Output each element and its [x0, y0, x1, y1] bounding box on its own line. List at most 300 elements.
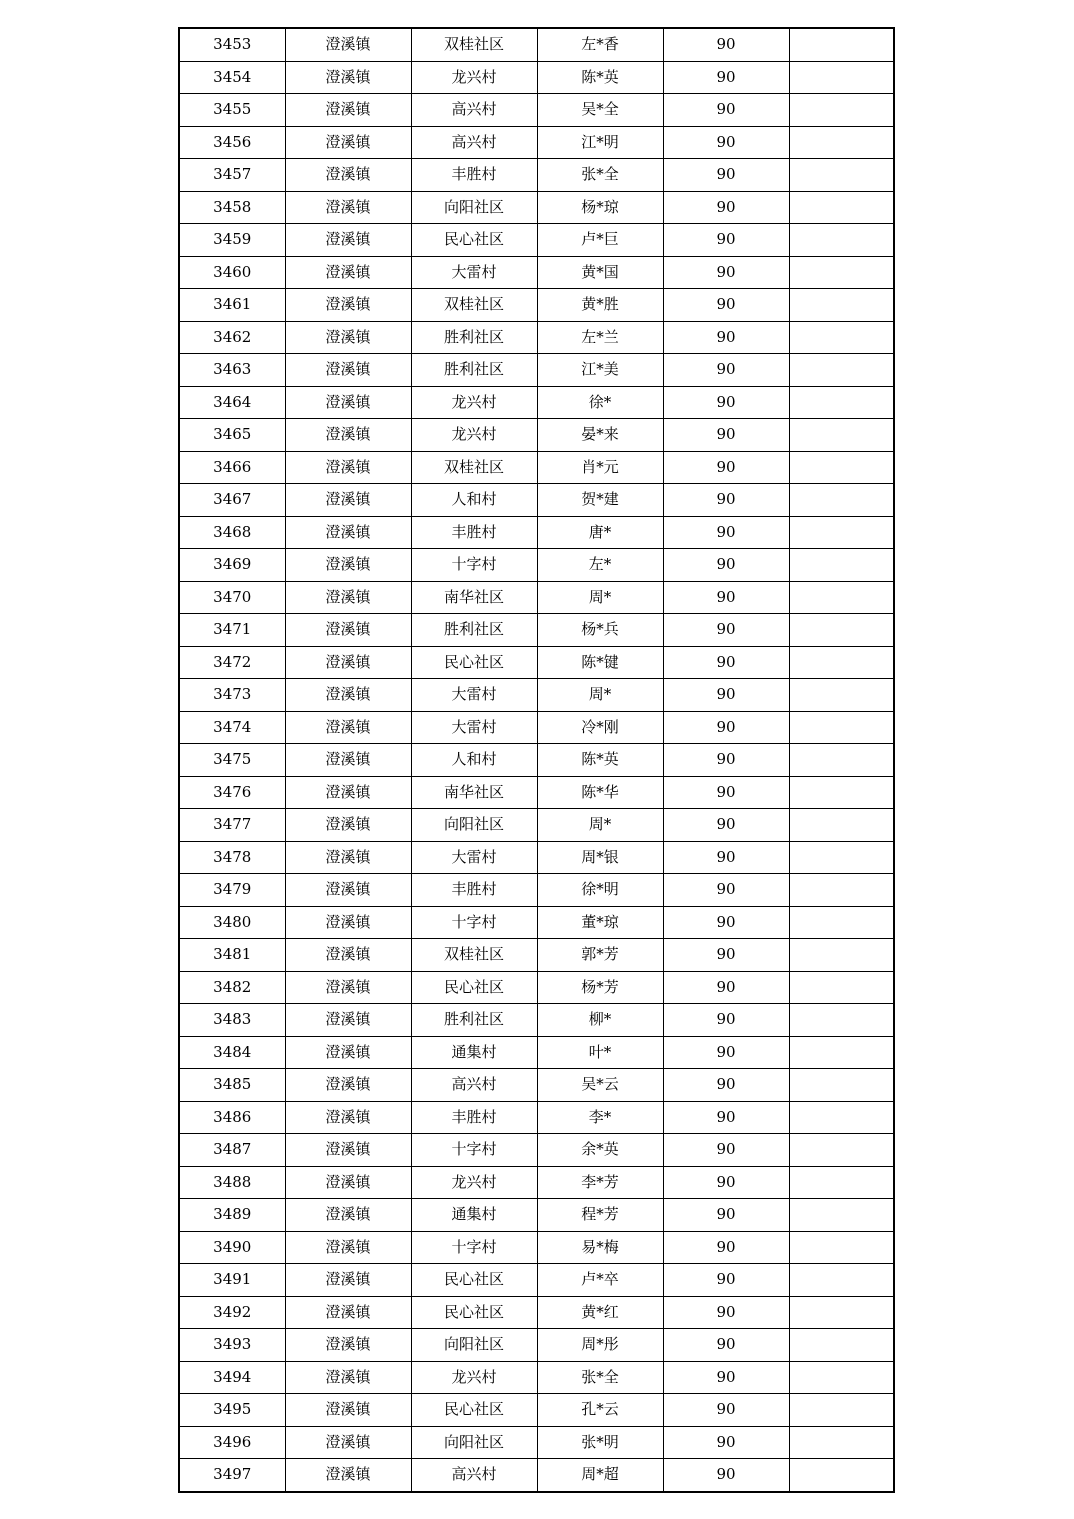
table-row	[179, 776, 894, 809]
table-row	[179, 1101, 894, 1134]
remark-cell	[789, 776, 894, 809]
seq-cell: 3466	[179, 451, 285, 484]
table-row	[179, 289, 894, 322]
village-cell: 向阳社区	[411, 1329, 537, 1362]
town-cell: 澄溪镇	[285, 614, 411, 647]
table-row	[179, 484, 894, 517]
score-cell: 90	[663, 679, 789, 712]
town-cell: 澄溪镇	[285, 581, 411, 614]
village-cell: 通集村	[411, 1199, 537, 1232]
table-row	[179, 1361, 894, 1394]
score-cell: 90	[663, 1426, 789, 1459]
village-cell: 双桂社区	[411, 28, 537, 61]
village-cell: 向阳社区	[411, 191, 537, 224]
score-cell: 90	[663, 191, 789, 224]
village-cell: 双桂社区	[411, 289, 537, 322]
name-cell: 周*	[537, 679, 663, 712]
table-row	[179, 1199, 894, 1232]
seq-cell: 3491	[179, 1264, 285, 1297]
village-cell: 双桂社区	[411, 451, 537, 484]
remark-cell	[789, 1231, 894, 1264]
table-row	[179, 1296, 894, 1329]
score-cell: 90	[663, 1004, 789, 1037]
town-cell: 澄溪镇	[285, 224, 411, 257]
seq-cell: 3496	[179, 1426, 285, 1459]
village-cell: 通集村	[411, 1036, 537, 1069]
village-cell: 人和村	[411, 484, 537, 517]
town-cell: 澄溪镇	[285, 1264, 411, 1297]
seq-cell: 3495	[179, 1394, 285, 1427]
name-cell: 杨*兵	[537, 614, 663, 647]
village-cell: 向阳社区	[411, 1426, 537, 1459]
score-cell: 90	[663, 809, 789, 842]
score-cell: 90	[663, 419, 789, 452]
remark-cell	[789, 516, 894, 549]
remark-cell	[789, 1361, 894, 1394]
town-cell: 澄溪镇	[285, 61, 411, 94]
score-cell: 90	[663, 386, 789, 419]
table-row	[179, 354, 894, 387]
remark-cell	[789, 549, 894, 582]
table-row	[179, 1166, 894, 1199]
seq-cell: 3479	[179, 874, 285, 907]
name-cell: 冷*刚	[537, 711, 663, 744]
village-cell: 丰胜村	[411, 874, 537, 907]
name-cell: 陈*华	[537, 776, 663, 809]
village-cell: 胜利社区	[411, 1004, 537, 1037]
name-cell: 徐*明	[537, 874, 663, 907]
remark-cell	[789, 679, 894, 712]
remark-cell	[789, 841, 894, 874]
remark-cell	[789, 386, 894, 419]
town-cell: 澄溪镇	[285, 451, 411, 484]
name-cell: 黄*胜	[537, 289, 663, 322]
remark-cell	[789, 94, 894, 127]
village-cell: 十字村	[411, 1231, 537, 1264]
remark-cell	[789, 1264, 894, 1297]
town-cell: 澄溪镇	[285, 1004, 411, 1037]
name-cell: 卢*卒	[537, 1264, 663, 1297]
remark-cell	[789, 1069, 894, 1102]
village-cell: 十字村	[411, 906, 537, 939]
seq-cell: 3485	[179, 1069, 285, 1102]
name-cell: 程*芳	[537, 1199, 663, 1232]
remark-cell	[789, 1426, 894, 1459]
table-row	[179, 1459, 894, 1492]
remark-cell	[789, 1329, 894, 1362]
town-cell: 澄溪镇	[285, 256, 411, 289]
score-cell: 90	[663, 1394, 789, 1427]
village-cell: 十字村	[411, 549, 537, 582]
town-cell: 澄溪镇	[285, 646, 411, 679]
score-cell: 90	[663, 1199, 789, 1232]
town-cell: 澄溪镇	[285, 484, 411, 517]
seq-cell: 3493	[179, 1329, 285, 1362]
town-cell: 澄溪镇	[285, 386, 411, 419]
village-cell: 胜利社区	[411, 354, 537, 387]
town-cell: 澄溪镇	[285, 776, 411, 809]
seq-cell: 3463	[179, 354, 285, 387]
village-cell: 龙兴村	[411, 1166, 537, 1199]
name-cell: 柳*	[537, 1004, 663, 1037]
score-cell: 90	[663, 874, 789, 907]
seq-cell: 3459	[179, 224, 285, 257]
remark-cell	[789, 289, 894, 322]
name-cell: 黄*红	[537, 1296, 663, 1329]
name-cell: 周*银	[537, 841, 663, 874]
seq-cell: 3460	[179, 256, 285, 289]
table-row	[179, 646, 894, 679]
village-cell: 龙兴村	[411, 386, 537, 419]
score-cell: 90	[663, 841, 789, 874]
seq-cell: 3492	[179, 1296, 285, 1329]
village-cell: 高兴村	[411, 1069, 537, 1102]
name-cell: 吴*云	[537, 1069, 663, 1102]
score-cell: 90	[663, 646, 789, 679]
score-cell: 90	[663, 321, 789, 354]
remark-cell	[789, 1459, 894, 1492]
seq-cell: 3478	[179, 841, 285, 874]
village-cell: 民心社区	[411, 1264, 537, 1297]
table-row	[179, 28, 894, 61]
name-cell: 周*	[537, 581, 663, 614]
town-cell: 澄溪镇	[285, 1296, 411, 1329]
town-cell: 澄溪镇	[285, 1426, 411, 1459]
remark-cell	[789, 646, 894, 679]
remark-cell	[789, 451, 894, 484]
town-cell: 澄溪镇	[285, 1459, 411, 1492]
village-cell: 人和村	[411, 744, 537, 777]
table-row	[179, 581, 894, 614]
village-cell: 民心社区	[411, 1394, 537, 1427]
name-cell: 周*彤	[537, 1329, 663, 1362]
table-row	[179, 224, 894, 257]
town-cell: 澄溪镇	[285, 321, 411, 354]
village-cell: 大雷村	[411, 679, 537, 712]
seq-cell: 3461	[179, 289, 285, 322]
seq-cell: 3467	[179, 484, 285, 517]
score-cell: 90	[663, 1459, 789, 1492]
name-cell: 郭*芳	[537, 939, 663, 972]
score-cell: 90	[663, 614, 789, 647]
seq-cell: 3488	[179, 1166, 285, 1199]
table-row	[179, 549, 894, 582]
score-cell: 90	[663, 549, 789, 582]
name-cell: 贺*建	[537, 484, 663, 517]
town-cell: 澄溪镇	[285, 906, 411, 939]
town-cell: 澄溪镇	[285, 94, 411, 127]
village-cell: 南华社区	[411, 581, 537, 614]
remark-cell	[789, 744, 894, 777]
score-cell: 90	[663, 1264, 789, 1297]
town-cell: 澄溪镇	[285, 354, 411, 387]
seq-cell: 3490	[179, 1231, 285, 1264]
remark-cell	[789, 1036, 894, 1069]
seq-cell: 3486	[179, 1101, 285, 1134]
town-cell: 澄溪镇	[285, 711, 411, 744]
score-cell: 90	[663, 776, 789, 809]
score-cell: 90	[663, 1329, 789, 1362]
table-row	[179, 386, 894, 419]
seq-cell: 3458	[179, 191, 285, 224]
score-cell: 90	[663, 1101, 789, 1134]
remark-cell	[789, 1134, 894, 1167]
table-row	[179, 841, 894, 874]
score-cell: 90	[663, 516, 789, 549]
town-cell: 澄溪镇	[285, 1101, 411, 1134]
remark-cell	[789, 1101, 894, 1134]
remark-cell	[789, 159, 894, 192]
village-cell: 大雷村	[411, 256, 537, 289]
table-row	[179, 94, 894, 127]
name-cell: 叶*	[537, 1036, 663, 1069]
score-cell: 90	[663, 28, 789, 61]
table-row	[179, 679, 894, 712]
table-row	[179, 906, 894, 939]
village-cell: 丰胜村	[411, 159, 537, 192]
score-cell: 90	[663, 971, 789, 1004]
seq-cell: 3455	[179, 94, 285, 127]
name-cell: 吴*全	[537, 94, 663, 127]
village-cell: 民心社区	[411, 224, 537, 257]
town-cell: 澄溪镇	[285, 1394, 411, 1427]
name-cell: 张*明	[537, 1426, 663, 1459]
table-row	[179, 159, 894, 192]
name-cell: 李*	[537, 1101, 663, 1134]
town-cell: 澄溪镇	[285, 939, 411, 972]
score-cell: 90	[663, 61, 789, 94]
seq-cell: 3475	[179, 744, 285, 777]
village-cell: 向阳社区	[411, 809, 537, 842]
town-cell: 澄溪镇	[285, 971, 411, 1004]
town-cell: 澄溪镇	[285, 841, 411, 874]
name-cell: 江*明	[537, 126, 663, 159]
town-cell: 澄溪镇	[285, 28, 411, 61]
table-row	[179, 1426, 894, 1459]
remark-cell	[789, 939, 894, 972]
score-cell: 90	[663, 939, 789, 972]
remark-cell	[789, 321, 894, 354]
table-row	[179, 419, 894, 452]
village-cell: 胜利社区	[411, 321, 537, 354]
town-cell: 澄溪镇	[285, 516, 411, 549]
table-row	[179, 516, 894, 549]
village-cell: 丰胜村	[411, 1101, 537, 1134]
score-cell: 90	[663, 1036, 789, 1069]
town-cell: 澄溪镇	[285, 809, 411, 842]
remark-cell	[789, 581, 894, 614]
table-row	[179, 1264, 894, 1297]
table-row	[179, 1394, 894, 1427]
name-cell: 周*	[537, 809, 663, 842]
score-cell: 90	[663, 159, 789, 192]
remark-cell	[789, 971, 894, 1004]
village-cell: 高兴村	[411, 126, 537, 159]
score-cell: 90	[663, 354, 789, 387]
town-cell: 澄溪镇	[285, 419, 411, 452]
seq-cell: 3465	[179, 419, 285, 452]
seq-cell: 3469	[179, 549, 285, 582]
town-cell: 澄溪镇	[285, 1329, 411, 1362]
name-cell: 肖*元	[537, 451, 663, 484]
score-cell: 90	[663, 744, 789, 777]
seq-cell: 3462	[179, 321, 285, 354]
town-cell: 澄溪镇	[285, 1036, 411, 1069]
seq-cell: 3456	[179, 126, 285, 159]
town-cell: 澄溪镇	[285, 874, 411, 907]
score-cell: 90	[663, 1166, 789, 1199]
remark-cell	[789, 354, 894, 387]
name-cell: 左*兰	[537, 321, 663, 354]
seq-cell: 3454	[179, 61, 285, 94]
village-cell: 龙兴村	[411, 61, 537, 94]
score-cell: 90	[663, 94, 789, 127]
table-row	[179, 451, 894, 484]
score-cell: 90	[663, 1361, 789, 1394]
name-cell: 董*琼	[537, 906, 663, 939]
remark-cell	[789, 614, 894, 647]
table-row	[179, 1231, 894, 1264]
name-cell: 徐*	[537, 386, 663, 419]
town-cell: 澄溪镇	[285, 126, 411, 159]
score-cell: 90	[663, 484, 789, 517]
table-row	[179, 614, 894, 647]
score-cell: 90	[663, 711, 789, 744]
roster-table-body	[179, 28, 894, 1492]
name-cell: 卢*巨	[537, 224, 663, 257]
remark-cell	[789, 1394, 894, 1427]
score-cell: 90	[663, 289, 789, 322]
seq-cell: 3474	[179, 711, 285, 744]
village-cell: 双桂社区	[411, 939, 537, 972]
village-cell: 大雷村	[411, 711, 537, 744]
seq-cell: 3484	[179, 1036, 285, 1069]
town-cell: 澄溪镇	[285, 1361, 411, 1394]
name-cell: 江*美	[537, 354, 663, 387]
table-row	[179, 1069, 894, 1102]
seq-cell: 3477	[179, 809, 285, 842]
town-cell: 澄溪镇	[285, 1166, 411, 1199]
table-row	[179, 744, 894, 777]
seq-cell: 3468	[179, 516, 285, 549]
remark-cell	[789, 1296, 894, 1329]
score-cell: 90	[663, 1134, 789, 1167]
score-cell: 90	[663, 906, 789, 939]
seq-cell: 3472	[179, 646, 285, 679]
town-cell: 澄溪镇	[285, 549, 411, 582]
village-cell: 丰胜村	[411, 516, 537, 549]
score-cell: 90	[663, 581, 789, 614]
village-cell: 民心社区	[411, 646, 537, 679]
village-cell: 高兴村	[411, 94, 537, 127]
table-row	[179, 939, 894, 972]
name-cell: 黄*国	[537, 256, 663, 289]
seq-cell: 3476	[179, 776, 285, 809]
remark-cell	[789, 484, 894, 517]
table-row	[179, 809, 894, 842]
town-cell: 澄溪镇	[285, 1231, 411, 1264]
town-cell: 澄溪镇	[285, 289, 411, 322]
score-cell: 90	[663, 224, 789, 257]
score-cell: 90	[663, 1069, 789, 1102]
name-cell: 陈*键	[537, 646, 663, 679]
seq-cell: 3453	[179, 28, 285, 61]
table-row	[179, 1004, 894, 1037]
village-cell: 高兴村	[411, 1459, 537, 1492]
table-row	[179, 971, 894, 1004]
village-cell: 胜利社区	[411, 614, 537, 647]
seq-cell: 3471	[179, 614, 285, 647]
town-cell: 澄溪镇	[285, 679, 411, 712]
town-cell: 澄溪镇	[285, 1199, 411, 1232]
remark-cell	[789, 1166, 894, 1199]
remark-cell	[789, 711, 894, 744]
name-cell: 易*梅	[537, 1231, 663, 1264]
name-cell: 左*香	[537, 28, 663, 61]
table-row	[179, 256, 894, 289]
town-cell: 澄溪镇	[285, 159, 411, 192]
town-cell: 澄溪镇	[285, 1069, 411, 1102]
village-cell: 民心社区	[411, 1296, 537, 1329]
name-cell: 孔*云	[537, 1394, 663, 1427]
remark-cell	[789, 809, 894, 842]
name-cell: 陈*英	[537, 744, 663, 777]
seq-cell: 3464	[179, 386, 285, 419]
seq-cell: 3473	[179, 679, 285, 712]
seq-cell: 3494	[179, 1361, 285, 1394]
remark-cell	[789, 61, 894, 94]
remark-cell	[789, 126, 894, 159]
town-cell: 澄溪镇	[285, 744, 411, 777]
remark-cell	[789, 874, 894, 907]
seq-cell: 3487	[179, 1134, 285, 1167]
table-row	[179, 874, 894, 907]
name-cell: 晏*来	[537, 419, 663, 452]
table-row	[179, 61, 894, 94]
village-cell: 十字村	[411, 1134, 537, 1167]
name-cell: 张*全	[537, 159, 663, 192]
seq-cell: 3480	[179, 906, 285, 939]
seq-cell: 3482	[179, 971, 285, 1004]
name-cell: 周*超	[537, 1459, 663, 1492]
name-cell: 陈*英	[537, 61, 663, 94]
remark-cell	[789, 191, 894, 224]
village-cell: 大雷村	[411, 841, 537, 874]
table-row	[179, 1329, 894, 1362]
score-cell: 90	[663, 256, 789, 289]
remark-cell	[789, 28, 894, 61]
table-row	[179, 1134, 894, 1167]
remark-cell	[789, 256, 894, 289]
score-cell: 90	[663, 451, 789, 484]
table-row	[179, 126, 894, 159]
town-cell: 澄溪镇	[285, 1134, 411, 1167]
remark-cell	[789, 906, 894, 939]
score-cell: 90	[663, 1231, 789, 1264]
village-cell: 南华社区	[411, 776, 537, 809]
name-cell: 杨*琼	[537, 191, 663, 224]
remark-cell	[789, 1004, 894, 1037]
name-cell: 余*英	[537, 1134, 663, 1167]
table-row	[179, 191, 894, 224]
name-cell: 张*全	[537, 1361, 663, 1394]
seq-cell: 3489	[179, 1199, 285, 1232]
seq-cell: 3457	[179, 159, 285, 192]
table-row	[179, 1036, 894, 1069]
seq-cell: 3497	[179, 1459, 285, 1492]
table-row	[179, 321, 894, 354]
name-cell: 唐*	[537, 516, 663, 549]
